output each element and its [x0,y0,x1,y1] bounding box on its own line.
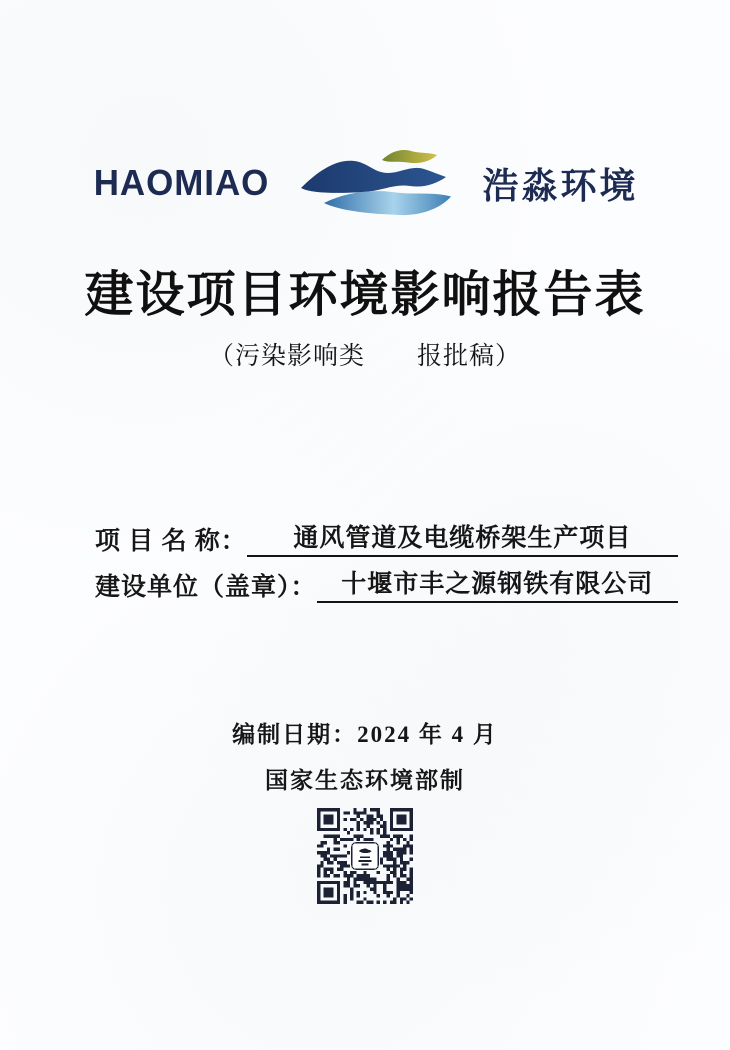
construction-unit-value: 十堰市丰之源钢铁有限公司 [317,570,678,603]
compile-date: 编制日期：2024 年 4 月 [232,722,498,747]
project-name-value: 通风管道及电缆桥架生产项目 [247,524,678,557]
page-title: 建设项目环境影响报告表 [84,268,646,322]
brand-latin-text: HAOMIAO [94,162,270,203]
issuer: 国家生态环境部制 [265,768,465,793]
project-name-row [95,524,678,557]
project-name-label: 项 目 名 称： [95,528,247,555]
brand-logo [0,146,730,220]
waves-logo-icon [296,147,458,219]
brand-chinese-text: 浩淼环境 [482,164,639,206]
construction-unit-row [95,570,678,603]
page-subtitle: （污染影响类 报批稿） [208,343,521,370]
qr-code [317,808,413,904]
cover-fields [95,524,678,603]
construction-unit-label: 建设单位（盖章）： [95,574,317,601]
